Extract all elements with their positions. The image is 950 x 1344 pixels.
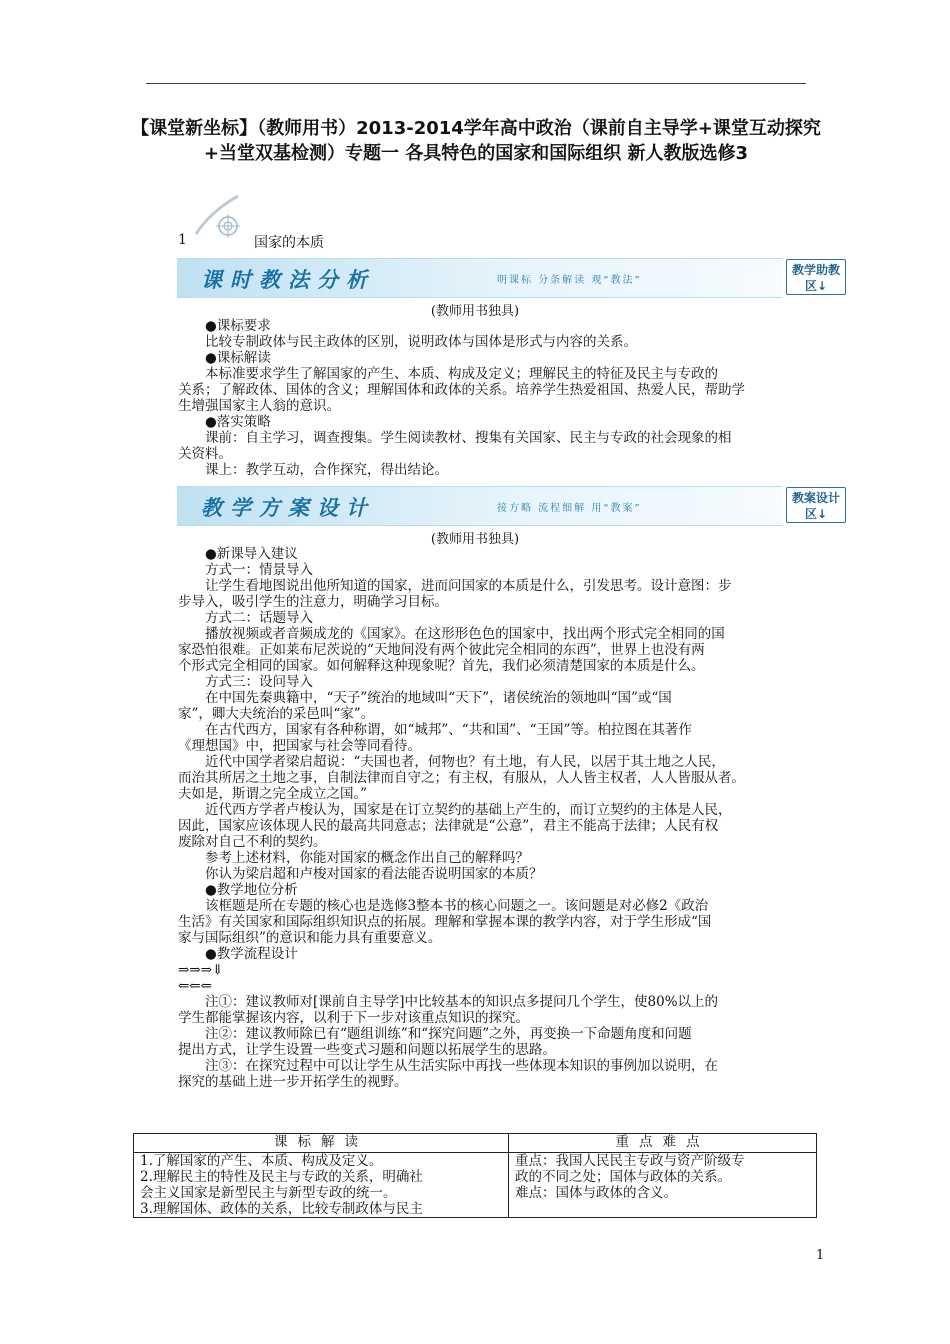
text-line: 课前：自主学习，调查搜集。学生阅读教材、搜集有关国家、民主与专政的社会现象的相 <box>205 430 732 446</box>
table-line: 3.理解国体、政体的关系，比较专制政体与民主 <box>140 1201 423 1217</box>
table-line: 2.理解民主的特性及民主与专政的关系，明确社 <box>140 1169 423 1185</box>
table-line: 难点：国体与政体的含义。 <box>515 1185 677 1201</box>
banner-teaching-plan <box>177 486 782 526</box>
text-line: 方式二：话题导入 <box>205 610 313 626</box>
table-cell-standards <box>134 1153 509 1218</box>
text-line: 本标准要求学生了解国家的产生、本质、构成及定义；理解民主的特征及民主与专政的 <box>205 366 718 382</box>
banner-tag: 教学助教区↓ <box>786 259 846 295</box>
text-line: 播放视频或者音频成龙的《国家》。在这形形色色的国家中，找出两个形式完全相同的国 <box>205 626 725 642</box>
lesson-number: 1 <box>178 232 187 248</box>
section-teaching-plan <box>178 546 810 1090</box>
document-title: 【课堂新坐标】（教师用书）2013-2014学年高中政治（课前自主导学+课堂互动探究+当堂双基检测）专题一 各具特色的国家和国际组织 新人教版选修3 <box>131 118 821 164</box>
text-line: 近代中国学者梁启超说：“夫国也者，何物也？有土地，有人民，以居于其土地之人民， <box>205 754 725 770</box>
text-line: ●落实策略 <box>205 414 271 430</box>
text-line: 在古代西方，国家有各种称谓，如“城邦”、“共和国”、“王国”等。柏拉图在其著作 <box>205 722 692 738</box>
teacher-only-note: (教师用书独具) <box>430 532 520 547</box>
text-line: 而治其所居之土地之事，自制法律而自守之；有主权，有服从，人人皆主权者，人人皆服从者。 <box>178 770 745 786</box>
text-line: 个形式完全相同的国家。如何解释这种现象呢？首先，我们必须清楚国家的本质是什么。 <box>178 658 705 674</box>
table-line: 1.了解国家的产生、本质、构成及定义。 <box>140 1153 383 1169</box>
text-line: 方式一：情景导入 <box>205 562 313 578</box>
table-line: 会主义国家是新型民主与新型专政的统一。 <box>140 1185 397 1201</box>
text-line: ●教学地位分析 <box>205 882 298 898</box>
text-line: 家”，卿大夫统治的采邑叫“家”。 <box>178 706 375 722</box>
text-line: 步导入，吸引学生的注意力，明确学习目标。 <box>178 594 448 610</box>
table-header: 重点难点 <box>509 1134 817 1153</box>
standards-table <box>133 1133 817 1218</box>
text-line: 探究的基础上进一步开拓学生的视野。 <box>178 1074 408 1090</box>
banner-lesson-method <box>177 258 782 298</box>
text-line: 提出方式，让学生设置一些变式习题和问题以拓展学生的思路。 <box>178 1042 556 1058</box>
text-line: 课上：教学互动，合作探究，得出结论。 <box>205 462 448 478</box>
banner-main-text: 课时教法分析 <box>201 268 375 292</box>
text-line: 方式三：设问导入 <box>205 674 313 690</box>
text-line: 因此，国家应该体现人民的最高共同意志；法律就是“公意”，君主不能高于法律；人民有权 <box>178 818 719 834</box>
page-number: 1 <box>816 1248 825 1263</box>
text-line: 关资料。 <box>178 446 232 462</box>
text-line: 比较专制政体与民主政体的区别，说明政体与国体是形式与内容的关系。 <box>205 334 637 350</box>
text-line: 生活》有关国家和国际组织知识点的拓展。理解和掌握本课的教学内容，对于学生形成“国 <box>178 914 712 930</box>
banner-main-text: 教学方案设计 <box>201 496 375 520</box>
text-line: 家恐怕很难。正如莱布尼茨说的“天地间没有两个彼此完全相同的东西”，世界上也没有两 <box>178 642 705 658</box>
text-line: 家与国际组织”的意识和能力具有重要意义。 <box>178 930 442 946</box>
text-line: 《理想国》中，把国家与社会等同看待。 <box>178 738 421 754</box>
text-line: 关系；了解政体、国体的含义；理解国体和政体的关系。培养学生热爱祖国、热爱人民，帮助学 <box>178 382 745 398</box>
text-line: 让学生看地图说出他所知道的国家，进而问国家的本质是什么，引发思考。设计意图：步 <box>205 578 732 594</box>
table-line: 政的不同之处；国体与政体的关系。 <box>515 1169 731 1185</box>
text-line: ●课标要求 <box>205 318 271 334</box>
section-curriculum <box>178 318 810 478</box>
text-line: 学生都能掌握该内容，以利于下一步对该重点知识的探究。 <box>178 1010 529 1026</box>
banner-tag: 教案设计区↓ <box>786 487 846 523</box>
text-line: 该框题是所在专题的核心也是选修3整本书的核心问题之一。该问题是对必修2《政治 <box>205 898 709 914</box>
text-line: ●课标解读 <box>205 350 271 366</box>
text-line: ⇐⇐⇐ <box>178 978 212 994</box>
text-line: 在中国先秦典籍中，“天子”统治的地域叫“天下”，诸侯统治的领地叫“国”或“国 <box>205 690 672 706</box>
text-line: 参考上述材料，你能对国家的概念作出自己的解释吗？ <box>205 850 529 866</box>
text-line: 废除对自己不利的契约。 <box>178 834 327 850</box>
banner-sub-text: 明课标 分条解读 观“教法” <box>497 275 642 286</box>
text-line: 夫如是，斯谓之完全成立之国。” <box>178 786 368 802</box>
table-header: 课标解读 <box>134 1134 509 1153</box>
banner-sub-text: 接方略 流程细解 用“教案” <box>497 503 642 514</box>
text-line: ●教学流程设计 <box>205 946 298 962</box>
lesson-title: 国家的本质 <box>254 235 324 251</box>
teacher-only-note: (教师用书独具) <box>430 304 520 319</box>
text-line: 注①：建议教师对[课前自主导学]中比较基本的知识点多提问几个学生，使80%以上的 <box>205 994 719 1010</box>
target-arrow-icon <box>192 192 246 238</box>
text-line: 注②：建议教师除已有“题组训练”和“探究问题”之外，再变换一下命题角度和问题 <box>205 1026 692 1042</box>
text-line: 你认为梁启超和卢梭对国家的看法能否说明国家的本质？ <box>205 866 543 882</box>
text-line: 生增强国家主人翁的意识。 <box>178 398 340 414</box>
text-line: ⇒⇒⇒⇓ <box>178 962 224 978</box>
text-line: 注③：在探究过程中可以让学生从生活实际中再找一些体现本知识的事例加以说明，在 <box>205 1058 718 1074</box>
text-line: 近代西方学者卢梭认为，国家是在订立契约的基础上产生的，而订立契约的主体是人民， <box>205 802 732 818</box>
header-rule <box>146 83 806 84</box>
table-line: 重点：我国人民民主专政与资产阶级专 <box>515 1153 745 1169</box>
table-cell-key-points <box>509 1153 817 1218</box>
text-line: ●新课导入建议 <box>205 546 298 562</box>
